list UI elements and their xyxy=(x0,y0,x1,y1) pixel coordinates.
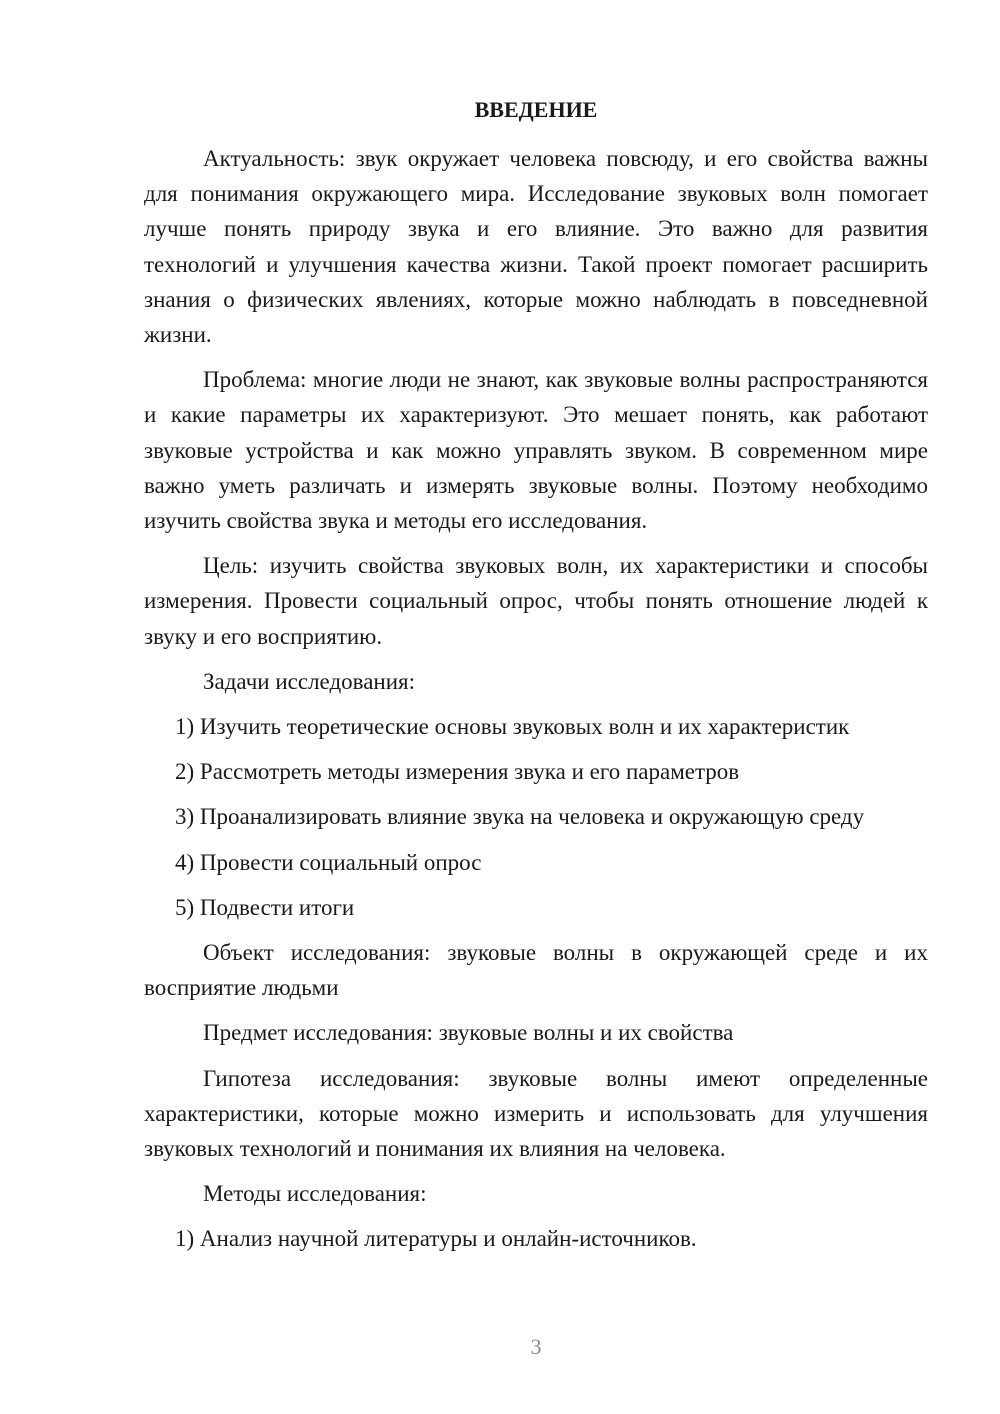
paragraph-problem: Проблема: многие люди не знают, как звуковые волны распространяются и какие параметры их характеризуют. Это мешает понять, как работают звуковые устройства и как можно управлять звуком. В современном мире важно уметь различать и измерять звуковые волны. Поэтому необходимо изучить свойства звука и методы его исследования. xyxy=(144,367,928,534)
list-item: 5) Подвести итоги xyxy=(175,894,355,920)
list-item: 1) Изучить теоретические основы звуковых волн и их характеристик xyxy=(175,714,850,740)
list-item: 4) Провести социальный опрос xyxy=(175,849,482,875)
methods-list xyxy=(144,1221,928,1256)
list-item: 2) Рассмотреть методы измерения звука и его параметров xyxy=(175,759,740,785)
page-number: 3 xyxy=(530,1334,542,1359)
tasks-heading: Задачи исследования: xyxy=(203,668,416,694)
paragraph-object: Объект исследования: звуковые волны в окружающей среде и их восприятие людьми xyxy=(144,940,928,1001)
list-item: 1) Анализ научной литературы и онлайн-источников. xyxy=(175,1226,697,1252)
tasks-list xyxy=(144,709,928,925)
paragraph-subject: Предмет исследования: звуковые волны и их свойства xyxy=(203,1020,734,1046)
methods-heading: Методы исследования: xyxy=(203,1181,427,1207)
paragraph-goal: Цель: изучить свойства звуковых волн, их характеристики и способы измерения. Провести социальный опрос, чтобы понять отношение людей к звуку и его восприятию. xyxy=(144,553,928,649)
list-item: 3) Проанализировать влияние звука на человека и окружающую среду xyxy=(175,804,865,830)
paragraph-relevance: Актуальность: звук окружает человека повсюду, и его свойства важны для понимания окружающего мира. Исследование звуковых волн помогает лучше понять природу звука и его влияние. Это важно для развития технологий и улучшения качества жизни. Такой проект помогает расширить знания о физических явлениях, которые можно наблюдать в повседневной жизни. xyxy=(144,146,928,348)
page-title: ВВЕДЕНИЕ xyxy=(474,97,598,122)
page-content xyxy=(144,92,928,1257)
paragraph-hypothesis: Гипотеза исследования: звуковые волны имеют определенные характеристики, которые можно измерить и использовать для улучшения звуковых технологий и понимания их влияния на человека. xyxy=(144,1065,928,1162)
